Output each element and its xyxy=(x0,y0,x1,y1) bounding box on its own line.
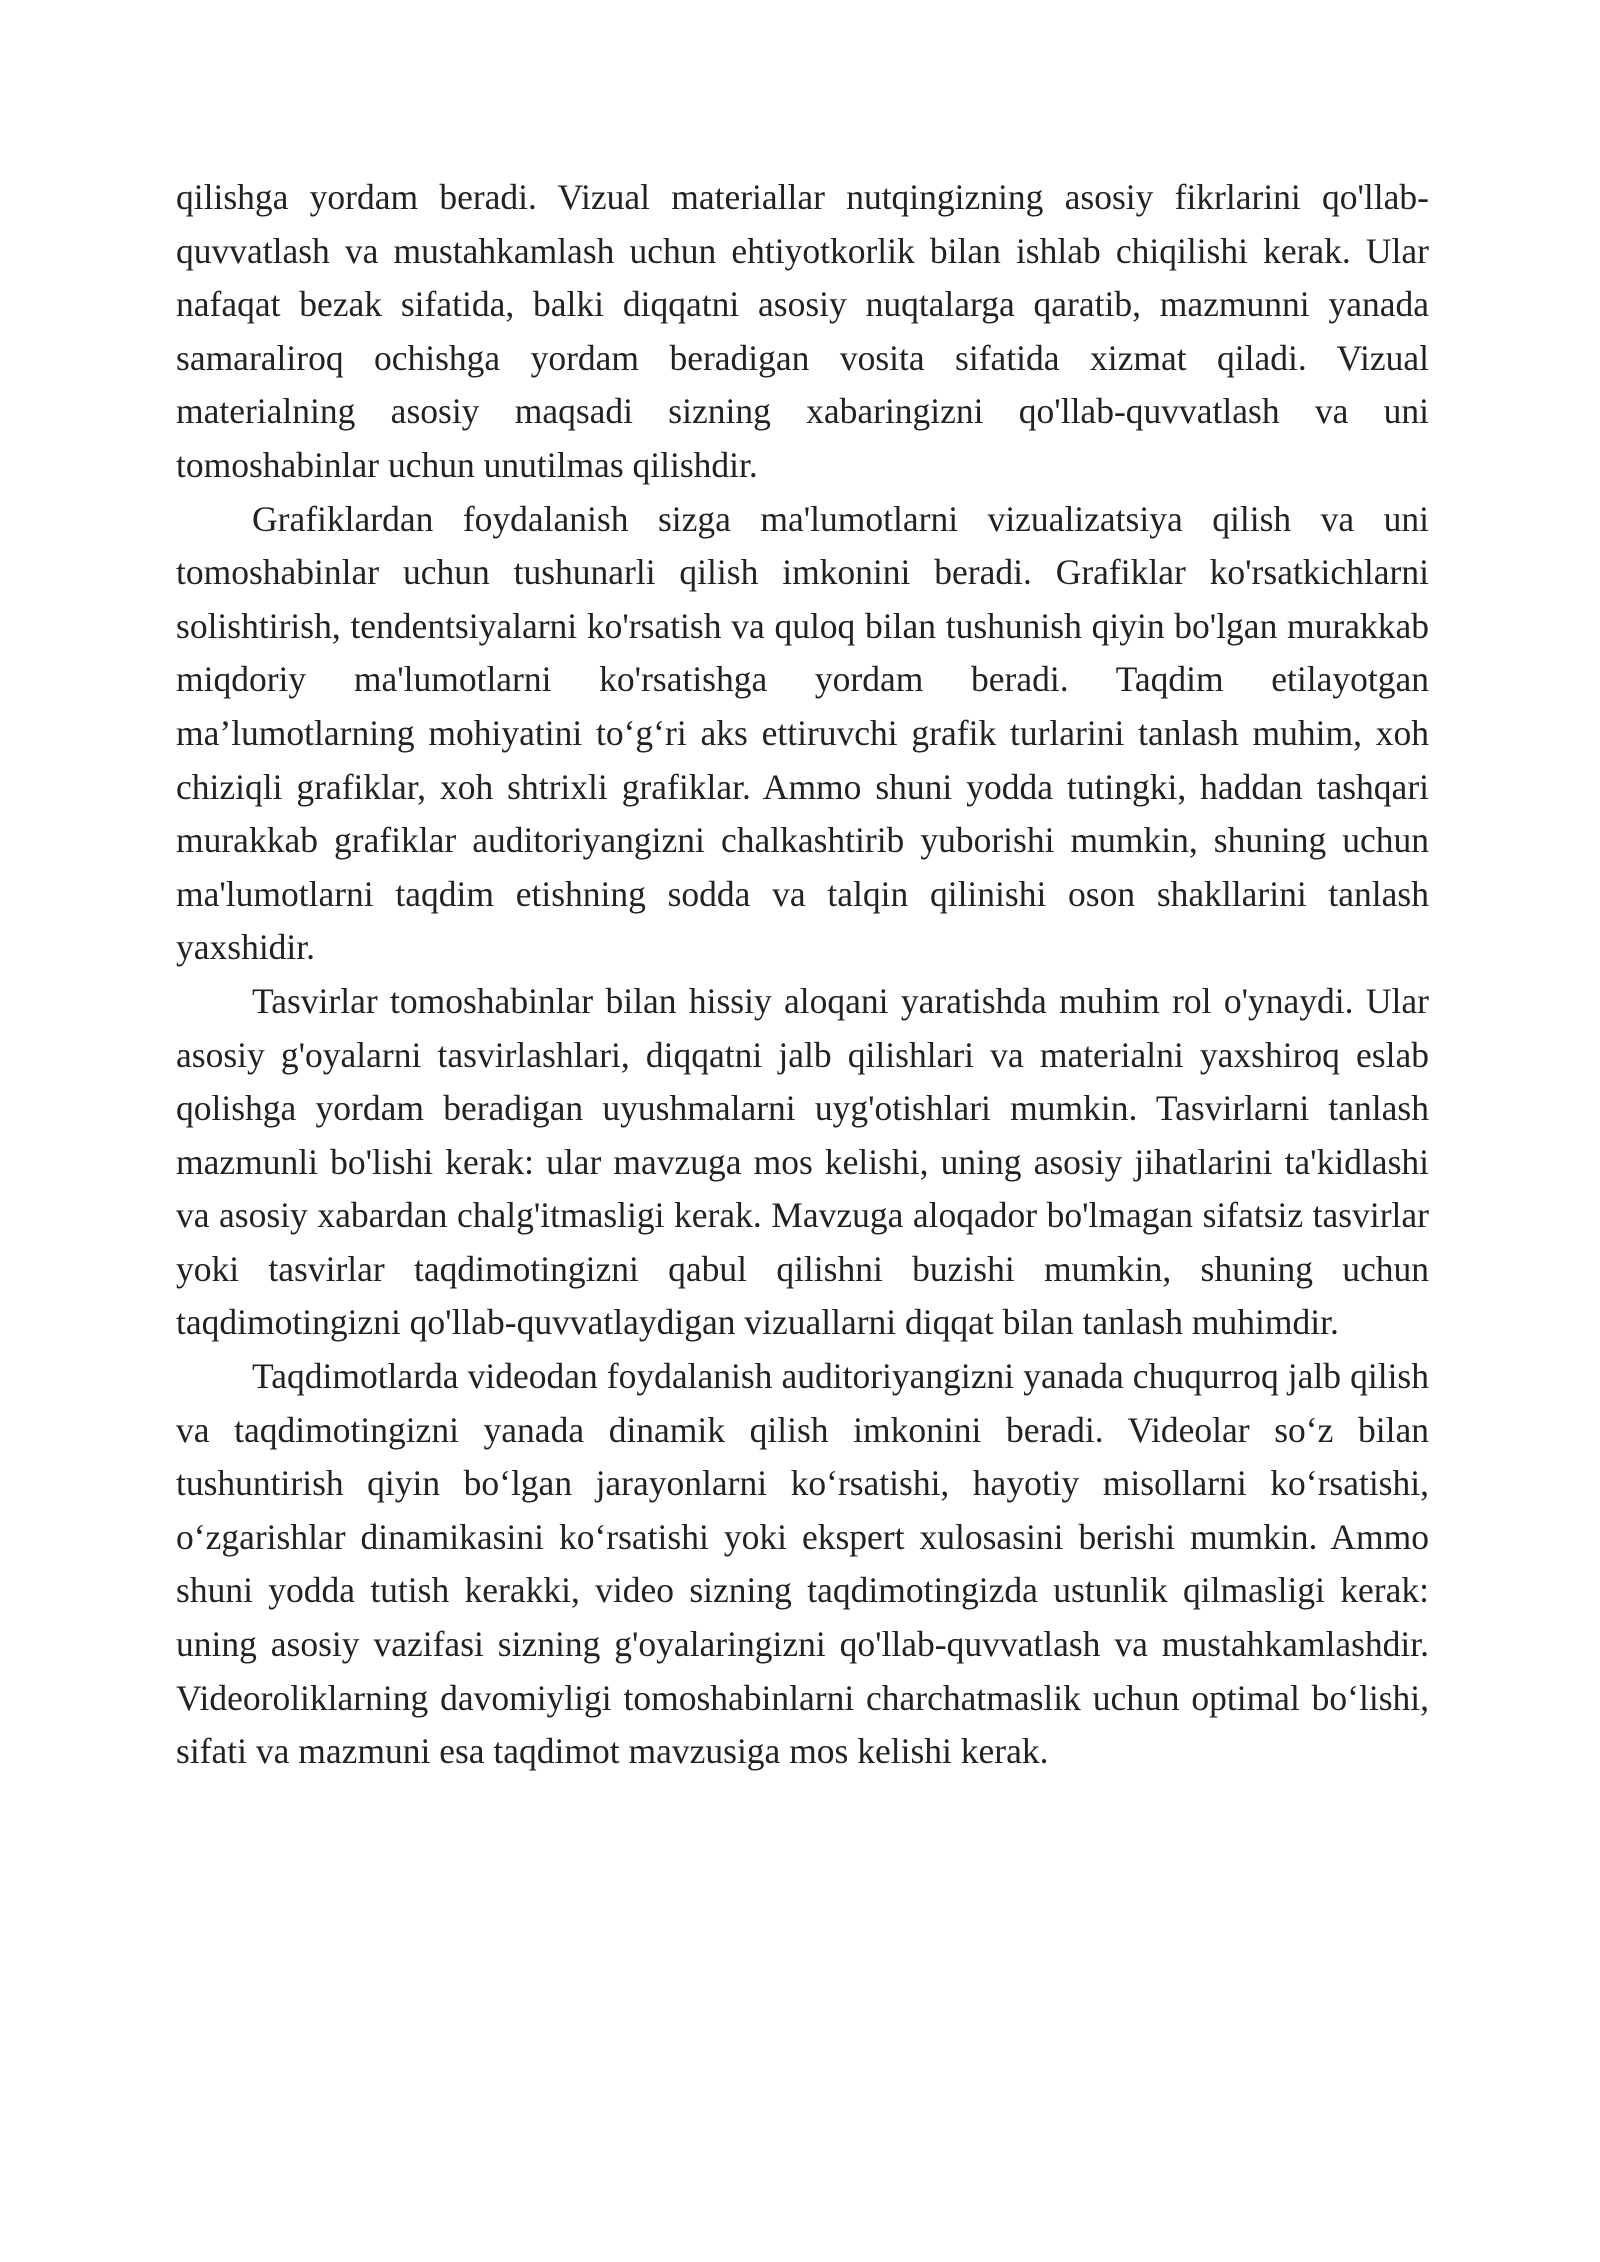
paragraph-images: Tasvirlar tomoshabinlar bilan hissiy aloqani yaratishda muhim rol o'ynaydi. Ular asosiy g'oyalarni tasvirlashlari, diqqatni jalb qilishlari va materialni yaxshiroq eslab qolishga yordam beradigan uyushmalarni uyg'otishlari mumkin. Tasvirlarni tanlash mazmunli bo'lishi kerak: ular mavzuga mos kelishi, uning asosiy jihatlarini ta'kidlashi va asosiy xabardan chalg'itmasligi kerak. Mavzuga aloqador bo'lmagan sifatsiz tasvirlar yoki tasvirlar taqdimotingizni qabul qilishni buzishi mumkin, shuning uchun taqdimotingizni qo'llab-quvvatlaydigan vizuallarni diqqat bilan tanlash muhimdir. xyxy=(176,980,1429,1343)
document-body xyxy=(176,171,1429,1779)
paragraph-video: Taqdimotlarda videodan foydalanish auditoriyangizni yanada chuqurroq jalb qilish va taqdimotingizni yanada dinamik qilish imkonini beradi. Videolar so‘z bilan tushuntirish qiyin bo‘lgan jarayonlarni ko‘rsatishi, hayotiy misollarni ko‘rsatishi, o‘zgarishlar dinamikasini ko‘rsatishi yoki ekspert xulosasini berishi mumkin. Ammo shuni yodda tutish kerakki, video sizning taqdimotingizda ustunlik qilmasligi kerak: uning asosiy vazifasi sizning g'oyalaringizni qo'llab-quvvatlash va mustahkamlashdir. Videoroliklarning davomiyligi tomoshabinlarni charchatmaslik uchun optimal bo‘lishi, sifati va mazmuni esa taqdimot mavzusiga mos kelishi kerak. xyxy=(176,1356,1429,1772)
paragraph-continuation: qilishga yordam beradi. Vizual materiallar nutqingizning asosiy fikrlarini qo'llab-quvvatlash va mustahkamlash uchun ehtiyotkorlik bilan ishlab chiqilishi kerak. Ular nafaqat bezak sifatida, balki diqqatni asosiy nuqtalarga qaratib, mazmunni yanada samaraliroq ochishga yordam beradigan vosita sifatida xizmat qiladi. Vizual materialning asosiy maqsadi sizning xabaringizni qo'llab-quvvatlash va uni tomoshabinlar uchun unutilmas qilishdir. xyxy=(176,177,1429,485)
paragraph-graphs: Grafiklardan foydalanish sizga ma'lumotlarni vizualizatsiya qilish va uni tomoshabinlar uchun tushunarli qilish imkonini beradi. Grafiklar ko'rsatkichlarni solishtirish, tendentsiyalarni ko'rsatish va quloq bilan tushunish qiyin bo'lgan murakkab miqdoriy ma'lumotlarni ko'rsatishga yordam beradi. Taqdim etilayotgan ma’lumotlarning mohiyatini to‘g‘ri aks ettiruvchi grafik turlarini tanlash muhim, xoh chiziqli grafiklar, xoh shtrixli grafiklar. Ammo shuni yodda tutingki, haddan tashqari murakkab grafiklar auditoriyangizni chalkashtirib yuborishi mumkin, shuning uchun ma'lumotlarni taqdim etishning sodda va talqin qilinishi oson shakllarini tanlash yaxshidir. xyxy=(176,498,1429,968)
